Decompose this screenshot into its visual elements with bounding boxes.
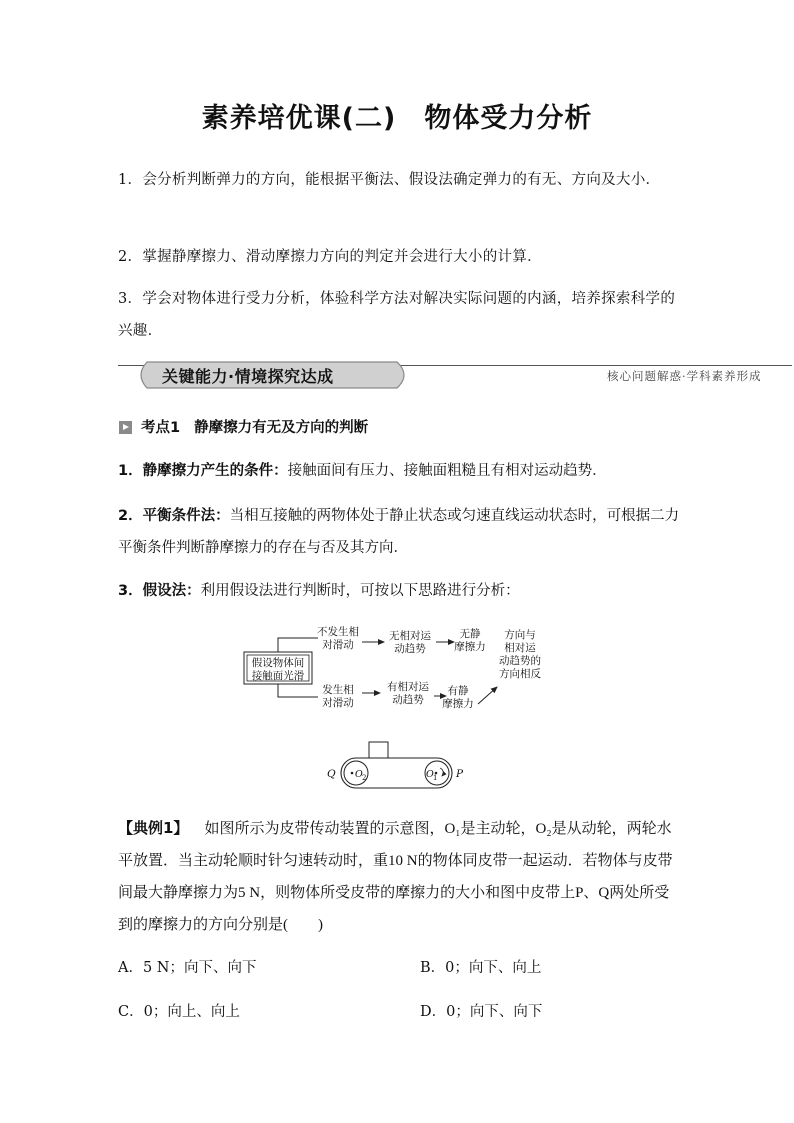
point-2-head: 2．平衡条件法： xyxy=(118,508,230,524)
section-banner: 关键能力·情境探究达成 xyxy=(162,367,334,386)
flowchart-top-3b: 摩擦力 xyxy=(454,641,486,653)
kaodian-label: 考点1 xyxy=(141,420,181,436)
kaodian-title: 静摩擦力有无及方向的判断 xyxy=(194,420,369,436)
flowchart-bottom-3b: 摩擦力 xyxy=(442,698,474,710)
flowchart-top-2b: 动趋势 xyxy=(394,643,426,655)
wheel-o1-subscript: 1 xyxy=(433,774,438,782)
flowchart-bottom-2b: 动趋势 xyxy=(392,694,424,706)
point-2-body: 当相互接触的两物体处于静止状态或匀速直线运动状态时，可根据二力平衡条件判断静摩擦力的存在与否及其方向． xyxy=(118,508,680,556)
option-b[interactable]: B．0；向下、向上 xyxy=(420,960,542,976)
play-icon-arrow xyxy=(123,424,129,430)
point-1-head: 1．静摩擦力产生的条件： xyxy=(118,463,288,479)
page-title: 素养培优课(二) 物体受力分析 xyxy=(201,103,593,134)
wheel-o2-subscript: 2 xyxy=(362,774,367,782)
learning-goal-1: 1．会分析判断弹力的方向，能根据平衡法、假设法确定弹力的有无、方向及大小． xyxy=(118,172,661,188)
section-side-note: 核心问题解惑·学科素养形成 xyxy=(607,369,762,383)
point-p-label: P xyxy=(456,768,464,780)
flowchart-bottom-1b: 对滑动 xyxy=(322,697,354,709)
wheel-o2-label: O xyxy=(355,769,363,780)
learning-goal-2: 2．掌握静摩擦力、滑动摩擦力方向的判定并会进行大小的计算． xyxy=(118,249,542,265)
flowchart-branch-top xyxy=(278,638,318,652)
flowchart-bottom-2a: 有相对运 xyxy=(387,681,429,693)
flowchart-branch-bottom xyxy=(278,684,318,697)
example-text: 如图所示为皮带传动装置的示意图，O₁是主动轮，O₂是从动轮，两轮水平放置．当主动轮顺时针匀速转动时，重10 N的物体同皮带一起运动．若物体与皮带间最大静摩擦力为5 N，则物体所受皮带的摩擦力的大小和图中皮带上P、Q两处所受到的摩擦力的方向分别是( ) xyxy=(118,821,673,933)
flowchart-end-3: 动趋势的 xyxy=(499,655,541,667)
flowchart-top-2a: 无相对运 xyxy=(389,630,431,642)
wheel-o1-label: O xyxy=(426,769,434,780)
block-on-belt xyxy=(369,742,388,758)
flowchart-arrow-bottom-3 xyxy=(478,687,497,704)
point-3-head: 3．假设法： xyxy=(118,583,201,599)
flowchart-bottom-3a: 有静 xyxy=(447,685,469,697)
wheel-center-o2 xyxy=(351,772,354,775)
option-d[interactable]: D．0；向下、向下 xyxy=(420,1004,543,1020)
kaodian-heading xyxy=(141,416,368,437)
flowchart-top-1b: 对滑动 xyxy=(322,639,354,651)
point-q-label: Q xyxy=(327,768,336,780)
flowchart-top-3a: 无静 xyxy=(459,628,481,640)
flowchart-end-1: 方向与 xyxy=(504,629,536,641)
learning-goal-3: 3．学会对物体进行受力分析，体验科学方法对解决实际问题的内涵，培养探索科学的兴趣． xyxy=(118,291,676,339)
point-3 xyxy=(118,575,686,607)
example-label: 【典例1】 xyxy=(118,819,189,837)
flowchart-start-line2: 接触面光滑 xyxy=(251,670,305,682)
flowchart-top-1a: 不发生相 xyxy=(317,626,359,638)
point-3-body: 利用假设法进行判断时，可按以下思路进行分析： xyxy=(200,583,520,599)
flowchart-start-line1: 假设物体间 xyxy=(251,657,305,669)
flowchart-end-4: 方向相反 xyxy=(499,668,541,680)
hypothesis-flowchart xyxy=(230,618,570,720)
point-2 xyxy=(118,500,686,564)
example-1 xyxy=(118,812,684,941)
flowchart-end-2: 相对运 xyxy=(504,642,536,654)
flowchart-bottom-1a: 发生相 xyxy=(322,684,354,696)
option-a[interactable]: A．5 N；向下、向下 xyxy=(118,960,257,976)
point-1 xyxy=(118,455,686,487)
point-1-body: 接触面间有压力、接触面粗糙且有相对运动趋势． xyxy=(287,463,607,479)
clockwise-rotation-icon xyxy=(440,768,443,776)
option-c[interactable]: C．0；向上、向上 xyxy=(118,1004,240,1020)
belt-drive-figure xyxy=(320,735,470,793)
